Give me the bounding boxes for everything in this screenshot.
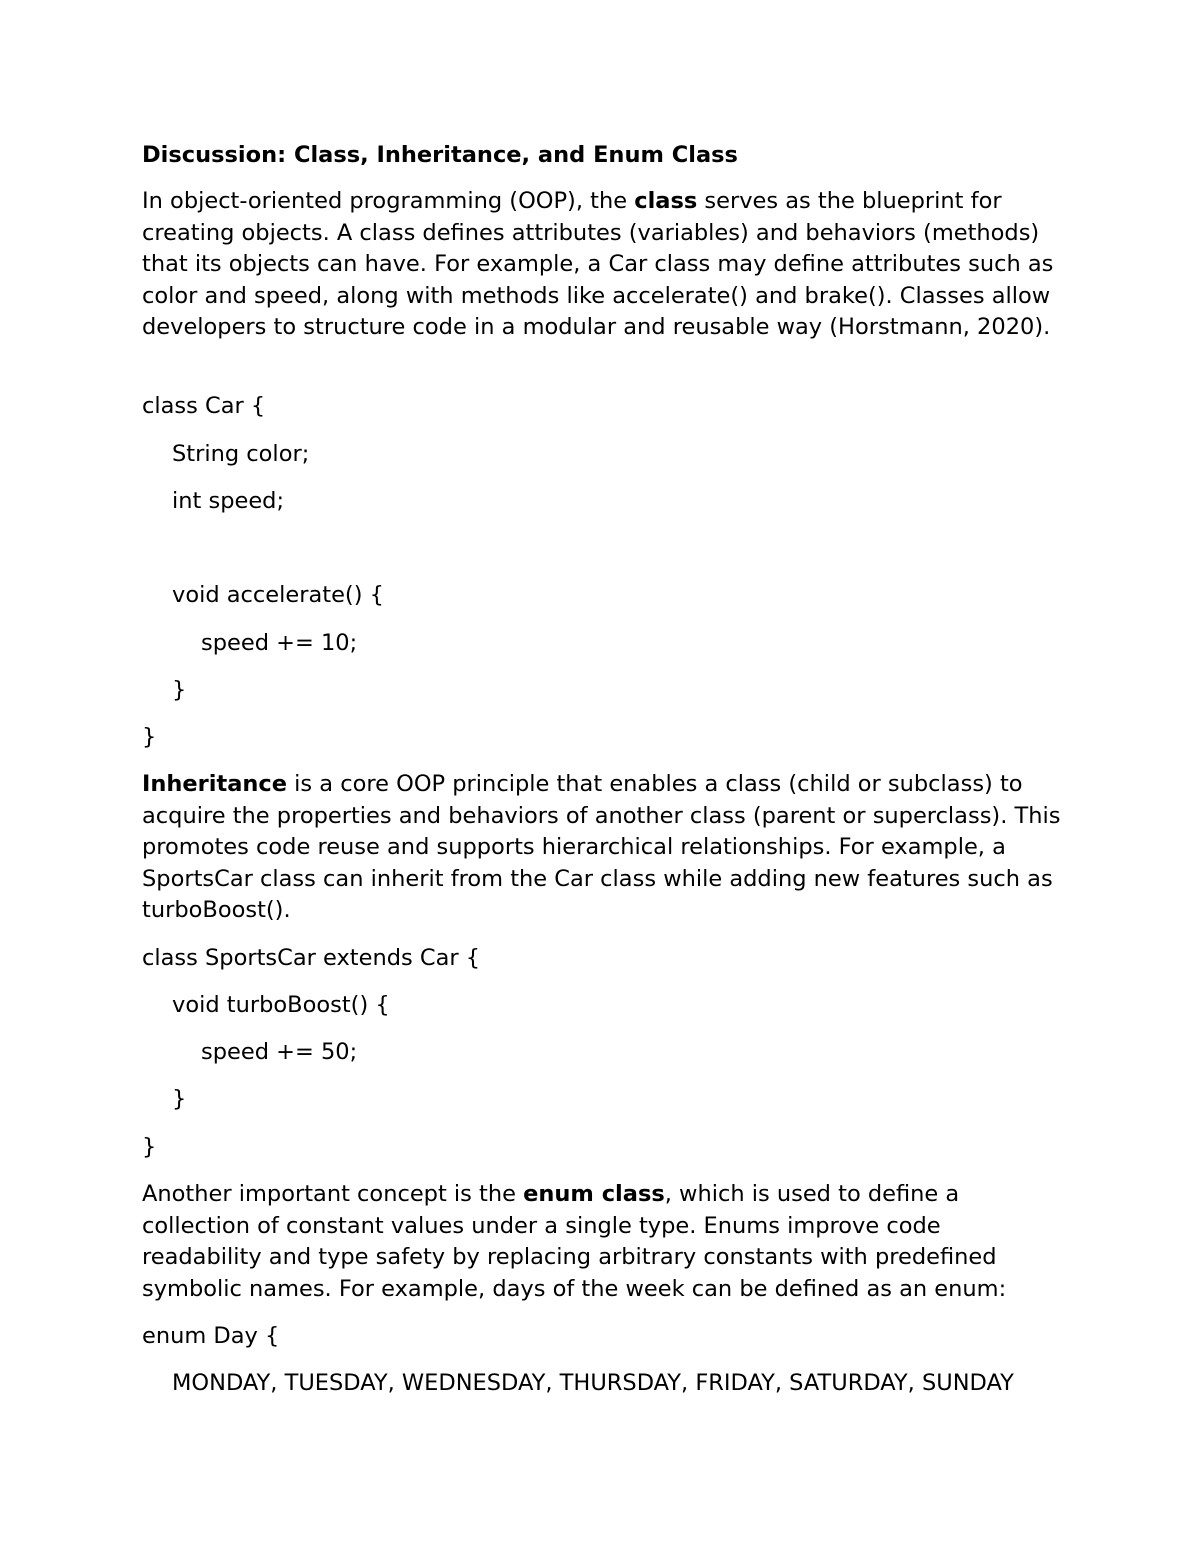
- paragraph-class: [142, 186, 1062, 344]
- code-line: speed += 50;: [201, 1039, 358, 1065]
- paragraph-class-after: serves as the blueprint for creating objects. A class defines attributes (variables) and behaviors (methods) that its objects can have. For example, a Car class may define attributes such as color and speed, along with methods like accelerate() and brake(). Classes allow developers to structure code in a modular and reusable way (Horstmann, 2020).: [142, 188, 1054, 340]
- code-line: speed += 10;: [201, 630, 358, 656]
- paragraph-class-bold: class: [634, 188, 698, 214]
- paragraph-enum-before: Another important concept is the: [142, 1181, 524, 1207]
- code-line: enum Day {: [142, 1323, 280, 1349]
- code-line: class SportsCar extends Car {: [142, 945, 481, 971]
- code-line: int speed;: [172, 488, 285, 514]
- code-line: class Car {: [142, 393, 266, 419]
- paragraph-enum-after: , which is used to define a collection of constant values under a single type. Enums improve code readability and type safety by replacing arbitrary constants with predefined symbolic names. For example, days of the week can be defined as an enum:: [142, 1181, 1007, 1302]
- paragraph-inheritance-bold: Inheritance: [142, 771, 288, 797]
- paragraph-class-before: In object-oriented programming (OOP), the: [142, 188, 635, 214]
- paragraph-enum: [142, 1179, 1062, 1305]
- paragraph-inheritance: [142, 769, 1062, 927]
- paragraph-enum-bold: enum class: [523, 1181, 665, 1207]
- code-line: }: [142, 1134, 157, 1160]
- code-line: }: [142, 724, 157, 750]
- code-line: }: [172, 677, 187, 703]
- code-line: }: [172, 1086, 187, 1112]
- code-line: void turboBoost() {: [172, 992, 390, 1018]
- paragraph-inheritance-after: is a core OOP principle that enables a class (child or subclass) to acquire the properties and behaviors of another class (parent or superclass). This promotes code reuse and supports hierarchical relationships. For example, a SportsCar class can inherit from the Car class while adding new features such as turboBoost().: [142, 771, 1061, 923]
- code-line: MONDAY, TUESDAY, WEDNESDAY, THURSDAY, FRIDAY, SATURDAY, SUNDAY: [172, 1370, 1014, 1396]
- code-line: void accelerate() {: [172, 582, 384, 608]
- code-line: String color;: [172, 441, 310, 467]
- document-title: Discussion: Class, Inheritance, and Enum Class: [142, 142, 738, 168]
